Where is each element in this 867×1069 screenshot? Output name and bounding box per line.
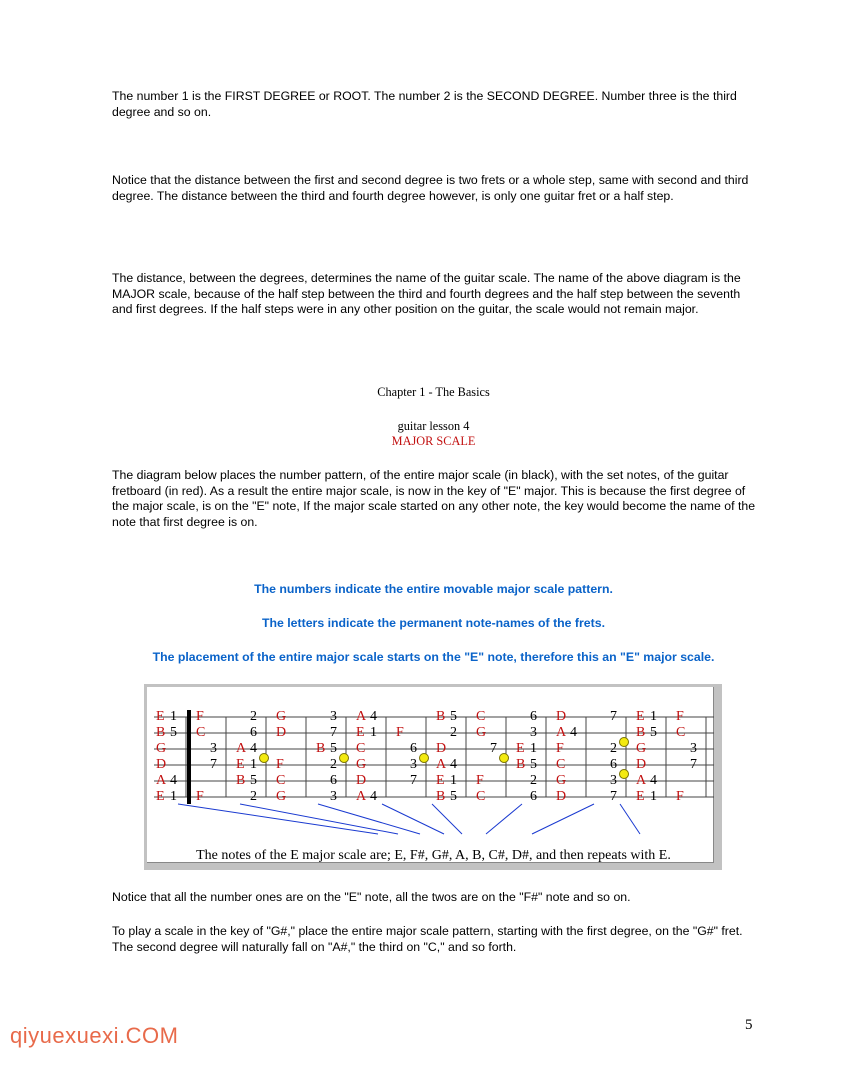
fret-note-letter: D [436, 741, 447, 756]
fret-note-letter: E [356, 725, 365, 740]
fret-marker-dot [419, 753, 429, 763]
scale-degree-number: 6 [530, 709, 537, 724]
fret-note-letter: F [276, 757, 284, 772]
fret-note-letter: G [276, 709, 287, 724]
fret-note-letter: G [556, 773, 567, 788]
fret-note-letter: B [436, 709, 446, 724]
paragraph-play: To play a scale in the key of "G#," place the entire major scale pattern, starting with the first degree, on the "G#" fret. The second degree will naturally fall on "A#," the third on "C," and so forth. [112, 924, 743, 954]
fret-note-letter: D [636, 757, 647, 772]
scale-degree-number: 2 [450, 725, 457, 740]
fret-note-letter: D [156, 757, 167, 772]
scale-degree-number: 5 [530, 757, 537, 772]
diagram-caption: The notes of the E major scale are; E, F#, G#, A, B, C#, D#, and then repeats with E. [196, 848, 671, 863]
scale-degree-number: 2 [330, 757, 337, 772]
scale-degree-number: 3 [410, 757, 417, 772]
scale-degree-number: 4 [370, 709, 377, 724]
fret-note-letter: F [396, 725, 404, 740]
scale-degree-number: 1 [530, 741, 537, 756]
fret-note-letter: D [356, 773, 367, 788]
fret-note-letter: G [636, 741, 647, 756]
fret-note-letter: B [516, 757, 526, 772]
scale-degree-number: 7 [690, 757, 697, 772]
fret-note-letter: E [636, 709, 645, 724]
scale-degree-number: 6 [250, 725, 257, 740]
site-watermark: qiyuexuexi.COM [10, 1023, 179, 1048]
fret-note-letter: A [356, 709, 367, 724]
fret-note-letter: B [636, 725, 646, 740]
fret-note-letter: E [636, 789, 645, 804]
fret-note-letter: A [556, 725, 567, 740]
fret-note-letter: C [556, 757, 566, 772]
fret-note-letter: F [676, 789, 684, 804]
scale-degree-number: 1 [170, 709, 177, 724]
scale-degree-number: 7 [410, 773, 417, 788]
scale-degree-number: 4 [650, 773, 657, 788]
fretboard-diagram-panel [147, 687, 714, 863]
scale-degree-number: 2 [610, 741, 617, 756]
highlight-numbers: The numbers indicate the entire movable major scale pattern. [254, 582, 613, 596]
scale-degree-number: 5 [450, 709, 457, 724]
fret-note-letter: G [356, 757, 367, 772]
fret-note-letter: C [356, 741, 366, 756]
page-number: 5 [745, 1017, 753, 1033]
fret-note-letter: D [556, 709, 567, 724]
fret-note-letter: G [476, 725, 487, 740]
fret-note-letter: E [516, 741, 525, 756]
fret-note-letter: A [636, 773, 647, 788]
scale-degree-number: 3 [610, 773, 617, 788]
scale-degree-number: 4 [450, 757, 457, 772]
fret-note-letter: E [156, 789, 165, 804]
fret-note-letter: B [316, 741, 326, 756]
scale-degree-number: 4 [570, 725, 577, 740]
scale-degree-number: 1 [450, 773, 457, 788]
fret-note-letter: E [156, 709, 165, 724]
scale-degree-number: 3 [330, 789, 337, 804]
fret-note-letter: B [156, 725, 166, 740]
scale-degree-number: 1 [250, 757, 257, 772]
fret-marker-dot [499, 753, 509, 763]
fret-note-letter: C [476, 789, 486, 804]
scale-degree-number: 7 [330, 725, 337, 740]
paragraph-notice: Notice that all the number ones are on the "E" note, all the twos are on the "F#" note and so on. [112, 890, 631, 904]
fret-note-letter: C [676, 725, 686, 740]
fret-note-letter: C [196, 725, 206, 740]
fret-note-letter: F [196, 709, 204, 724]
scale-degree-number: 5 [250, 773, 257, 788]
scale-degree-number: 2 [250, 789, 257, 804]
fret-note-letter: F [676, 709, 684, 724]
scale-degree-number: 7 [210, 757, 217, 772]
scale-degree-number: 1 [650, 709, 657, 724]
scale-degree-number: 5 [650, 725, 657, 740]
fret-note-letter: A [436, 757, 447, 772]
scale-degree-number: 3 [330, 709, 337, 724]
scale-degree-number: 7 [610, 789, 617, 804]
lesson-title: MAJOR SCALE [391, 434, 476, 448]
scale-degree-number: 4 [250, 741, 257, 756]
fret-note-letter: A [236, 741, 247, 756]
fret-note-letter: B [436, 789, 446, 804]
scale-degree-number: 2 [250, 709, 257, 724]
scale-degree-number: 1 [170, 789, 177, 804]
scale-degree-number: 6 [530, 789, 537, 804]
highlight-letters: The letters indicate the permanent note-names of the frets. [261, 616, 606, 630]
fret-note-letter: G [156, 741, 167, 756]
highlight-placement: The placement of the entire major scale starts on the "E" note, therefore this an "E" major scale. [152, 650, 715, 664]
paragraph-scale-name: The distance, between the degrees, determines the name of the guitar scale. The name of the above diagram is the MAJOR scale, because of the half step between the third and fourth degrees and the half step between the seventh and first degrees. If the half steps were in any other position on the guitar, the scale would not remain major. [112, 271, 741, 317]
scale-degree-number: 7 [610, 709, 617, 724]
fret-note-letter: G [276, 789, 287, 804]
fret-note-letter: F [196, 789, 204, 804]
scale-degree-number: 1 [370, 725, 377, 740]
paragraph-degrees: The number 1 is the FIRST DEGREE or ROOT. The number 2 is the SECOND DEGREE. Number three is the third degree and so on. [112, 89, 737, 119]
scale-degree-number: 4 [170, 773, 177, 788]
scale-degree-number: 3 [210, 741, 217, 756]
paragraph-distance: Notice that the distance between the first and second degree is two frets or a whole step, same with second and third degree. The distance between the third and fourth degree however, is only one guitar fret or a half step. [112, 173, 749, 203]
lesson-number: guitar lesson 4 [397, 419, 470, 433]
scale-degree-number: 5 [170, 725, 177, 740]
fret-note-letter: E [236, 757, 245, 772]
fret-note-letter: E [436, 773, 445, 788]
scale-degree-number: 4 [370, 789, 377, 804]
scale-degree-number: 1 [650, 789, 657, 804]
fret-marker-dot [259, 753, 269, 763]
fret-marker-dot [619, 737, 629, 747]
fret-note-letter: D [276, 725, 287, 740]
scale-degree-number: 3 [690, 741, 697, 756]
fret-note-letter: C [476, 709, 486, 724]
scale-degree-number: 6 [330, 773, 337, 788]
fret-note-letter: F [476, 773, 484, 788]
fret-note-letter: F [556, 741, 564, 756]
scale-degree-number: 6 [410, 741, 417, 756]
fret-note-letter: C [276, 773, 286, 788]
fret-note-letter: A [156, 773, 167, 788]
scale-degree-number: 5 [330, 741, 337, 756]
scale-degree-number: 6 [610, 757, 617, 772]
fret-note-letter: D [556, 789, 567, 804]
paragraph-intro: The diagram below places the number pattern, of the entire major scale (in black), with the set notes, of the guitar fretboard (in red). As a result the entire major scale, is now in the key of "E" major. This is because the first degree of the major scale, is on the "E" note, If the major scale started on any other note, the key would become the name of the note that first degree is on. [112, 468, 756, 529]
chapter-title: Chapter 1 - The Basics [377, 385, 490, 399]
scale-degree-number: 7 [490, 741, 497, 756]
scale-degree-number: 5 [450, 789, 457, 804]
fret-note-letter: B [236, 773, 246, 788]
fret-marker-dot [339, 753, 349, 763]
fret-marker-dot [619, 769, 629, 779]
scale-degree-number: 2 [530, 773, 537, 788]
fret-note-letter: A [356, 789, 367, 804]
scale-degree-number: 3 [530, 725, 537, 740]
